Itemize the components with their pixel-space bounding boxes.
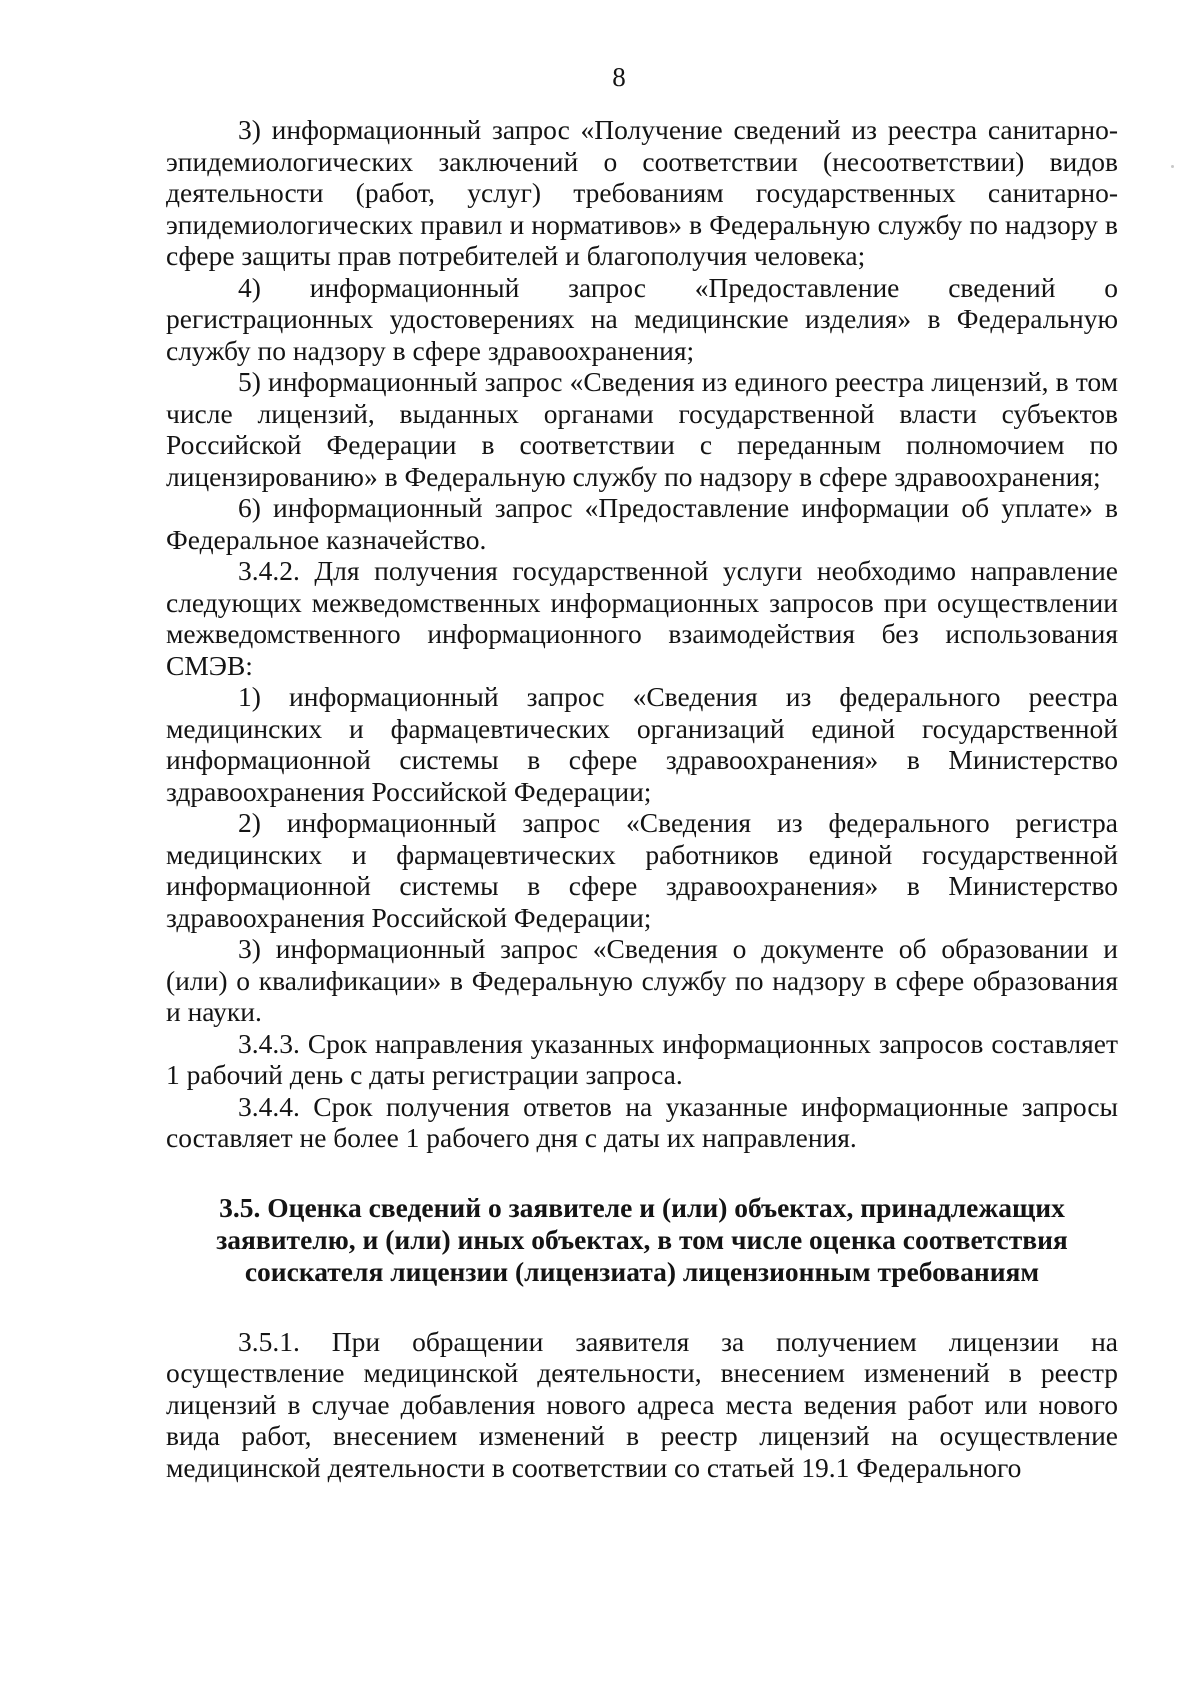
paragraph-3-4-4: 3.4.4. Срок получения ответов на указанные информационные запросы составляет не более 1 рабочего дня с даты их направления. bbox=[166, 1090, 1118, 1153]
spacer-after-heading bbox=[166, 1288, 1118, 1326]
paragraph-4-query-roszdravnadzor: 4) информационный запрос «Предоставление сведений о регистрационных удостоверениях на медицинские изделия» в Федеральную службу по надзору в сфере здравоохранения; bbox=[166, 271, 1118, 366]
paragraph-3-query-education: 3) информационный запрос «Сведения о документе об образовании и (или) о квалификации» в Федеральную службу по надзору в сфере образования и науки. bbox=[166, 933, 1118, 1027]
paragraph-6-query-treasury: 6) информационный запрос «Предоставление информации об уплате» в Федеральное казначейство. bbox=[166, 492, 1118, 555]
paragraph-5-query-license-registry: 5) информационный запрос «Сведения из единого реестра лицензий, в том числе лицензий, выданных органами государственной власти субъектов Российской Федерации в соответствии с переданным полномочием по лицензированию» в Федеральную службу по надзору в сфере здравоохранения; bbox=[166, 366, 1118, 492]
paragraph-3-query-rospotrebnadzor: 3) информационный запрос «Получение сведений из реестра санитарно-эпидемиологических заключений о соответствии (несоответствии) видов деятельности (работ, услуг) требованиям государственных санитарно-эпидемиологических правил и нормативов» в Федеральную службу по надзору в сфере защиты прав потребителей и благополучия человека; bbox=[166, 114, 1118, 271]
page-number: 8 bbox=[612, 62, 626, 92]
paragraph-3-4-3: 3.4.3. Срок направления указанных информационных запросов составляет 1 рабочий день с даты регистрации запроса. bbox=[166, 1027, 1118, 1090]
paragraph-3-5-1: 3.5.1. При обращении заявителя за получением лицензии на осуществление медицинской деятельности, внесением изменений в реестр лицензий в случае добавления нового адреса места ведения работ или нового вида работ, внесением изменений в реестр лицензий на осуществление медицинской деятельности в соответствии со статьей 19.1 Федерального bbox=[166, 1325, 1118, 1483]
scan-speck bbox=[1171, 165, 1174, 168]
paragraph-1-query-organizations-registry: 1) информационный запрос «Сведения из федерального реестра медицинских и фармацевтических организаций единой государственной информационной системы в сфере здравоохранения» в Министерство здравоохранения Российской Федерации; bbox=[166, 681, 1118, 807]
section-heading-3-5: 3.5. Оценка сведений о заявителе и (или) объектах, принадлежащих заявителю, и (или) иных объектах, в том числе оценка соответствия соискателя лицензии (лицензиата) лицензионным требованиям bbox=[216, 1191, 1068, 1287]
document-body bbox=[166, 114, 1118, 1483]
spacer-before-heading bbox=[166, 1154, 1118, 1192]
paragraph-3-4-2: 3.4.2. Для получения государственной услуги необходимо направление следующих межведомственных информационных запросов при осуществлении межведомственного информационного взаимодействия без использования СМЭВ: bbox=[166, 555, 1118, 681]
paragraph-2-query-workers-register: 2) информационный запрос «Сведения из федерального регистра медицинских и фармацевтических работников единой государственной информационной системы в сфере здравоохранения» в Министерство здравоохранения Российской Федерации; bbox=[166, 807, 1118, 933]
